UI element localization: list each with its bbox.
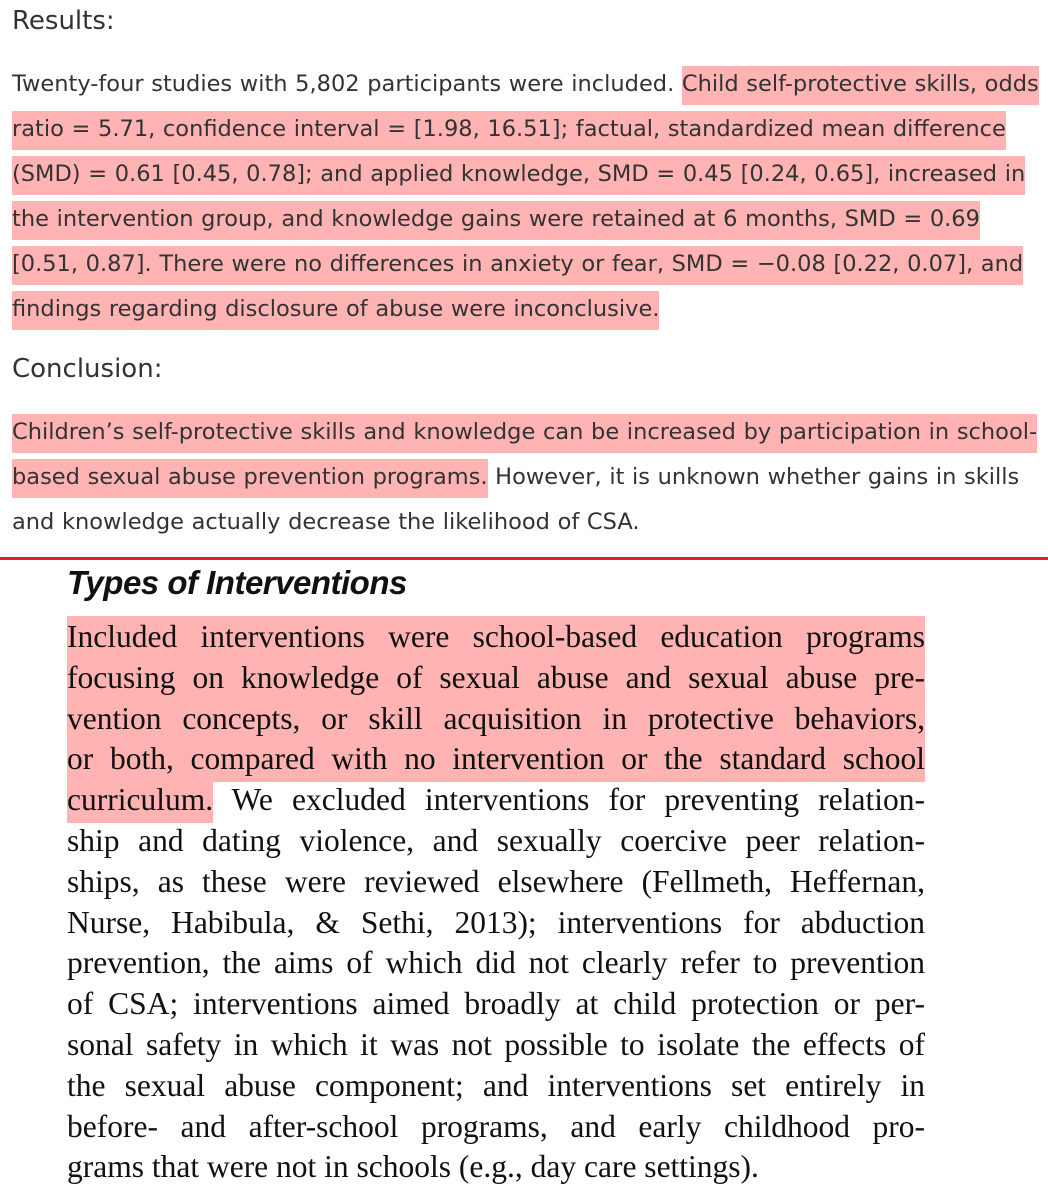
highlighted-line: vention concepts, or skill acquisition in protective behaviors, (67, 698, 925, 742)
plain-line-segment: We excluded interventions for preventing relation- (213, 782, 925, 818)
highlighted-line: Included interventions were school-based education programs (67, 616, 925, 660)
journal-excerpt (67, 563, 925, 1188)
conclusion-heading: Conclusion: (12, 354, 163, 384)
results-highlighted-text: Child self-protective skills, odds ratio = 5.71, confidence interval = [1.98, 16.51]; factual, standardized mean difference (SMD) = 0.61 [0.45, 0.78]; and applied knowledge, SMD = 0.45 [0.24, 0.65], increased in the intervention group, and knowledge gains were retained at 6 months, SMD = 0.69 [0.51, 0.87]. There were no differences in anxiety or fear, SMD = −0.08 [0.22, 0.07], and findings regarding disclosure of abuse were inconclusive. (12, 66, 1039, 330)
body-line: Nurse, Habibula, & Sethi, 2013); interventions for abduction (67, 904, 925, 940)
highlighted-line: focusing on knowledge of sexual abuse and sexual abuse pre- (67, 657, 925, 701)
body-line (67, 780, 925, 821)
body-line: of CSA; interventions aimed broadly at child protection or per- (67, 986, 925, 1022)
body-line (67, 699, 925, 740)
results-intro-text: Twenty-four studies with 5,802 participants were included. (12, 71, 682, 97)
section-divider (0, 557, 1048, 560)
results-heading: Results: (12, 6, 115, 36)
abstract-excerpt (12, 0, 1042, 545)
conclusion-rest-text: However, it is unknown whether gains in skills and knowledge actually decrease the likelihood of CSA. (12, 464, 1020, 535)
highlighted-line: curriculum. (67, 779, 213, 823)
conclusion-paragraph (12, 410, 1042, 545)
body-line (67, 739, 925, 780)
body-line: the sexual abuse component; and interventions set entirely in (67, 1067, 925, 1103)
body-line: ship and dating violence, and sexually coercive peer relation- (67, 822, 925, 858)
body-line (67, 617, 925, 658)
highlighted-line: or both, compared with no intervention or the standard school (67, 738, 925, 782)
body-line (67, 658, 925, 699)
conclusion-highlighted-text: Children’s self-protective skills and knowledge can be increased by participation in school-based sexual abuse prevention programs. (12, 414, 1037, 498)
body-line: grams that were not in schools (e.g., day care settings). (67, 1149, 759, 1185)
types-of-interventions-body (67, 617, 925, 1188)
body-line: prevention, the aims of which did not clearly refer to prevention (67, 945, 925, 981)
results-paragraph (12, 62, 1042, 332)
types-of-interventions-title: Types of Interventions (67, 564, 407, 601)
body-line: before- and after-school programs, and early childhood pro- (67, 1108, 925, 1144)
body-line: sonal safety in which it was not possible to isolate the effects of (67, 1026, 925, 1062)
body-line: ships, as these were reviewed elsewhere (Fellmeth, Heffernan, (67, 863, 925, 899)
